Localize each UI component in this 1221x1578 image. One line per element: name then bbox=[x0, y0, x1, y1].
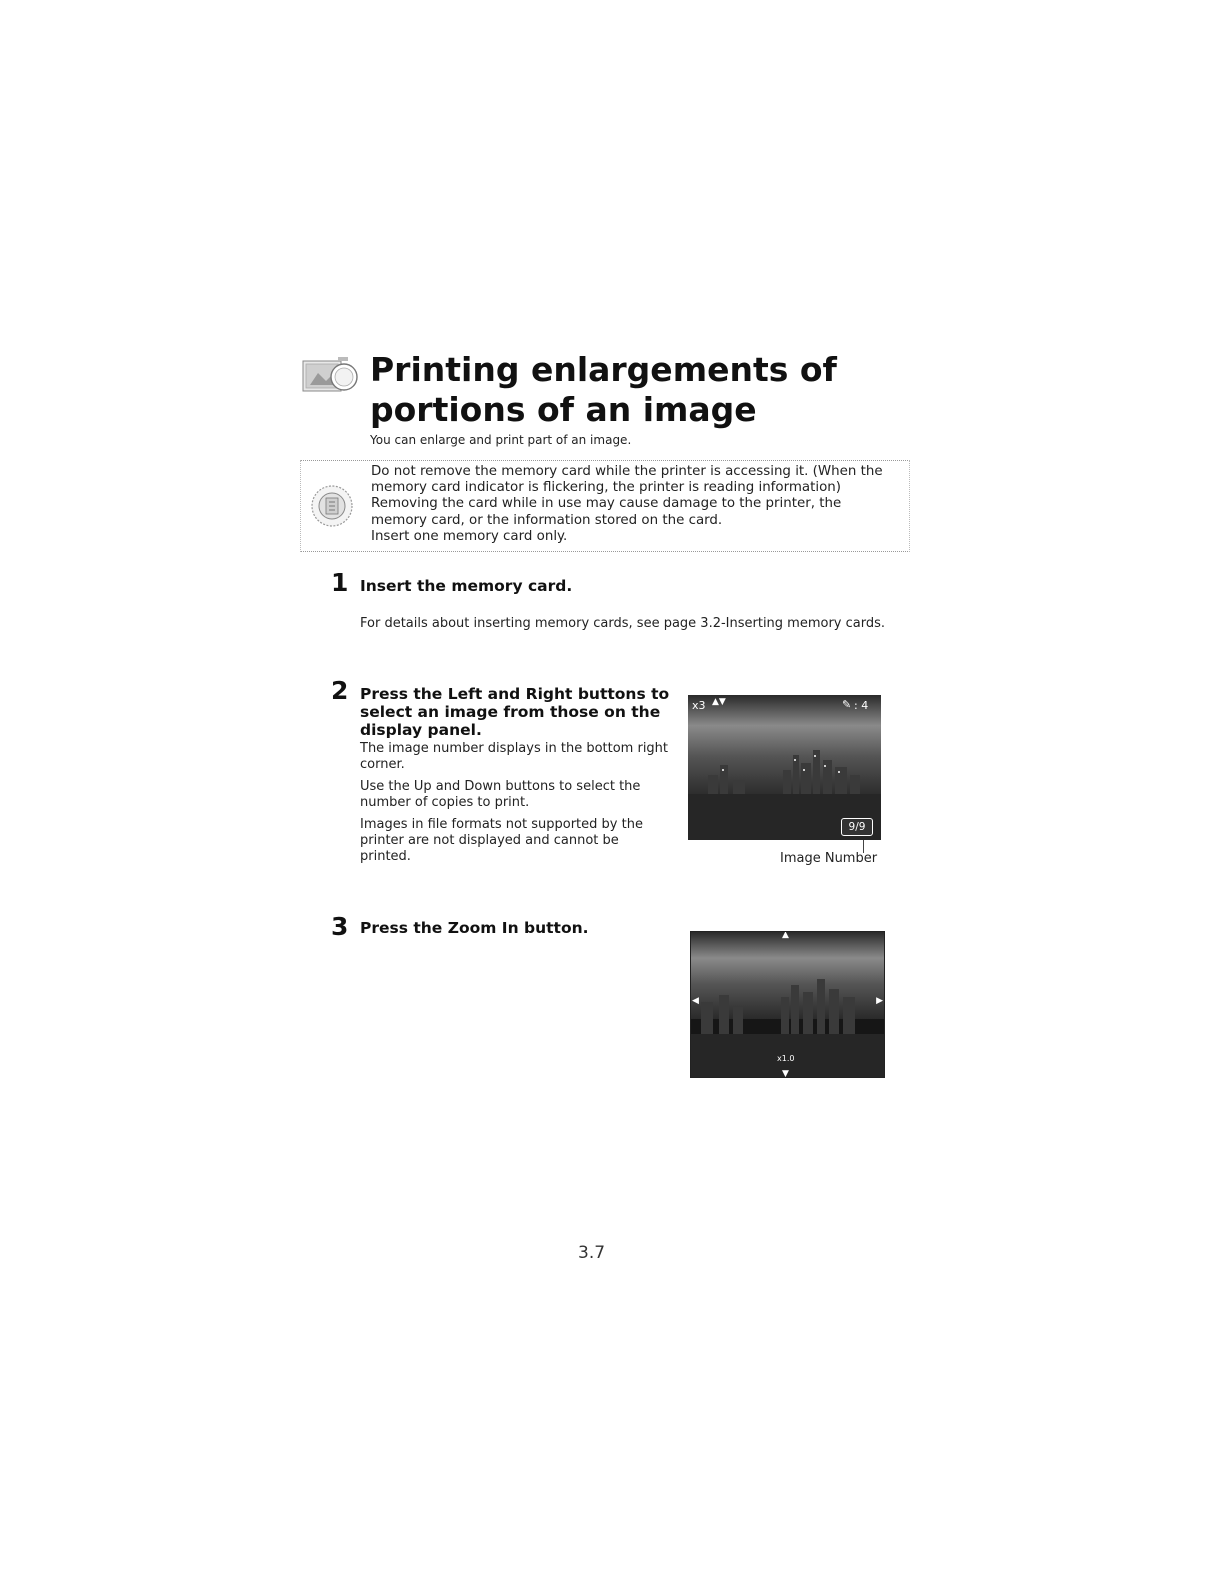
caution-line: Do not remove the memory card while the printer is accessing it. (When the bbox=[371, 464, 883, 479]
image-number-badge: 9/9 bbox=[841, 818, 873, 836]
image-number-caption: Image Number bbox=[780, 851, 878, 866]
caution-note bbox=[300, 460, 910, 552]
copies-indicator: x3 bbox=[692, 699, 706, 712]
step-number: 2 bbox=[331, 676, 349, 705]
caution-text bbox=[371, 464, 911, 545]
city-skyline-image bbox=[691, 967, 884, 1037]
down-arrow-icon: ▼ bbox=[782, 1069, 789, 1078]
step-title: Press the Zoom In button. bbox=[360, 919, 589, 937]
memory-card-photo-icon bbox=[302, 355, 358, 395]
display-panel-screen bbox=[688, 695, 881, 840]
up-arrow-icon: ▲ bbox=[782, 931, 789, 940]
page-subtitle: You can enlarge and print part of an image. bbox=[370, 433, 632, 447]
page-number: 3.7 bbox=[578, 1243, 606, 1263]
step-title: Insert the memory card. bbox=[360, 577, 573, 595]
caution-line: memory card indicator is flickering, the printer is reading information) bbox=[371, 480, 841, 496]
left-arrow-icon: ◀ bbox=[692, 996, 699, 1006]
caution-icon bbox=[309, 483, 355, 529]
page-title: Printing enlargements of portions of an image bbox=[370, 350, 837, 429]
caution-line: Insert one memory card only. bbox=[371, 528, 568, 544]
step-body: Images in file formats not supported by the printer are not displayed and cannot be printed. bbox=[360, 817, 643, 864]
up-down-arrows-icon: ▲▼ bbox=[712, 697, 726, 707]
print-count: : 4 bbox=[854, 699, 869, 712]
zoom-display-screen bbox=[690, 931, 885, 1078]
print-icon: ✎ bbox=[842, 698, 852, 711]
right-arrow-icon: ▶ bbox=[876, 996, 883, 1006]
zoom-level: x1.0 bbox=[777, 1054, 795, 1063]
step-body: Use the Up and Down buttons to select the number of copies to print. bbox=[360, 779, 641, 810]
caution-line: Removing the card while in use may cause damage to the printer, the bbox=[371, 496, 842, 512]
step-number: 1 bbox=[331, 568, 349, 597]
step-number: 3 bbox=[331, 912, 349, 941]
step-body: The image number displays in the bottom right corner. bbox=[360, 741, 669, 772]
caution-line: memory card, or the information stored on the card. bbox=[371, 512, 723, 528]
step-body: For details about inserting memory cards, see page 3.2-Inserting memory cards. bbox=[360, 616, 886, 631]
step-title: Press the Left and Right buttons to select an image from those on the display panel. bbox=[360, 685, 670, 739]
